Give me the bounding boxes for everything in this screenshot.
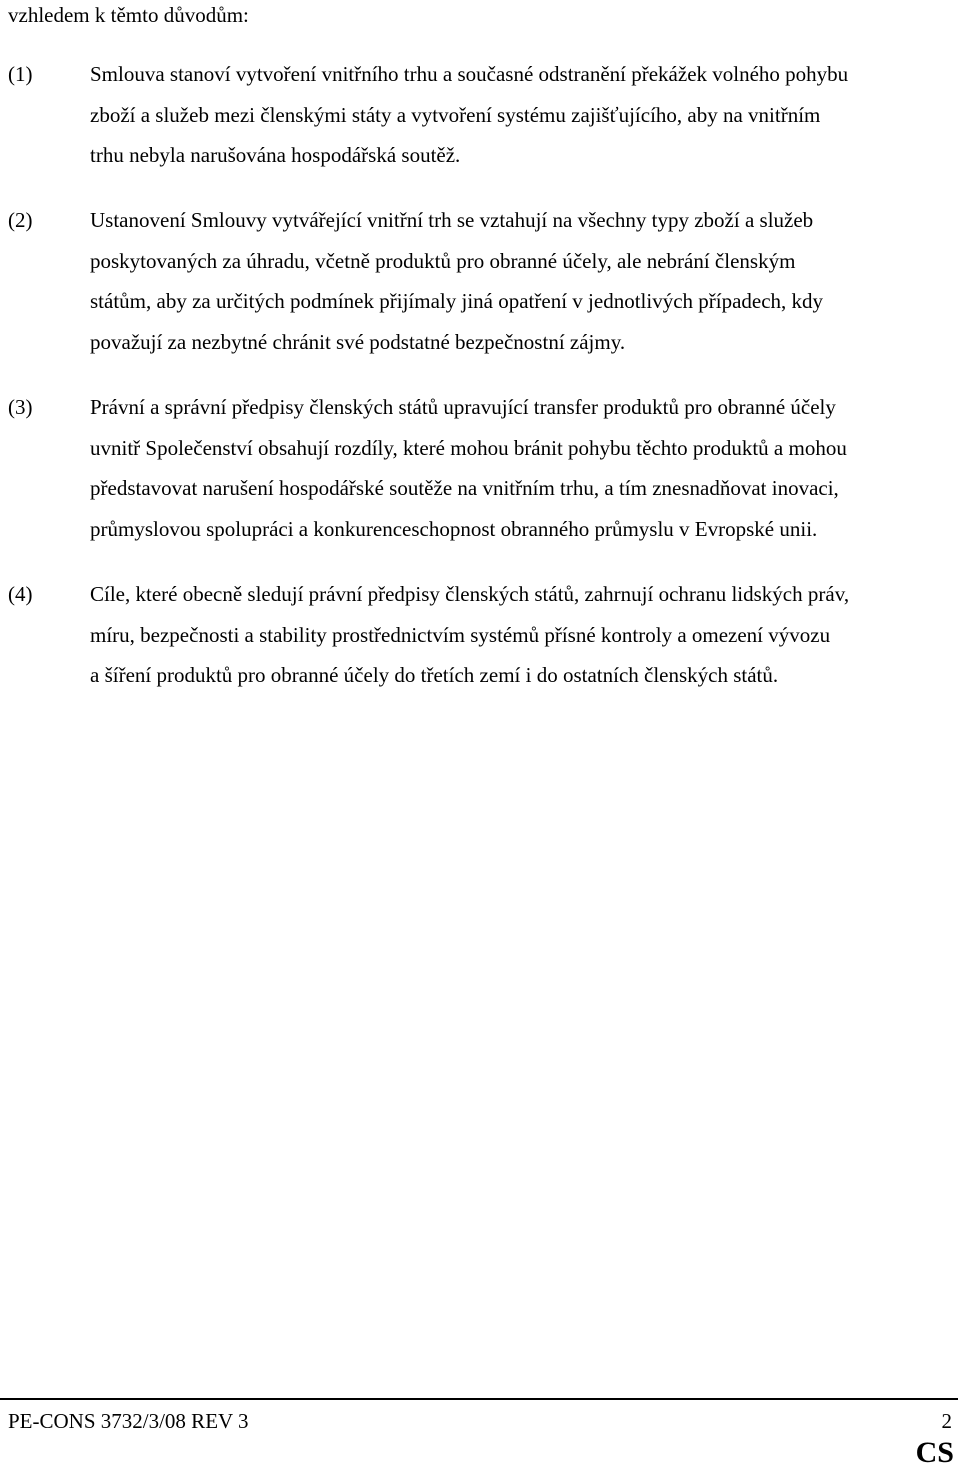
footer-language-code: CS bbox=[915, 1436, 954, 1469]
recital-text bbox=[90, 574, 952, 696]
recital-number: (1) bbox=[8, 62, 33, 86]
recital-line: a šíření produktů pro obranné účely do třetích zemí i do ostatních členských států. bbox=[90, 663, 779, 688]
recital-3 bbox=[8, 387, 952, 551]
recital-2 bbox=[8, 200, 952, 364]
recital-line: uvnitř Společenství obsahují rozdíly, které mohou bránit pohybu těchto produktů a mohou bbox=[90, 435, 847, 460]
footer-divider bbox=[0, 1398, 958, 1400]
footer-document-reference: PE-CONS 3732/3/08 REV 3 bbox=[8, 1409, 249, 1433]
recital-text bbox=[90, 200, 952, 363]
recital-4 bbox=[8, 574, 952, 698]
recital-line: Smlouva stanoví vytvoření vnitřního trhu a současné odstranění překážek volného pohybu bbox=[90, 62, 849, 86]
recital-line: považují za nezbytné chránit své podstatné bezpečnostní zájmy. bbox=[90, 330, 626, 355]
recital-number: (4) bbox=[8, 582, 33, 606]
recital-line: státům, aby za určitých podmínek přijímaly jiná opatření v jednotlivých případech, kdy bbox=[90, 289, 824, 314]
recital-line: poskytovaných za úhradu, včetně produktů pro obranné účely, ale nebrání členským bbox=[90, 248, 796, 273]
recital-text bbox=[90, 54, 952, 176]
recital-line: Ustanovení Smlouvy vytvářející vnitřní trh se vztahují na všechny typy zboží a služeb bbox=[90, 208, 814, 232]
recital-line: průmyslovou spolupráci a konkurenceschopnost obranného průmyslu v Evropské unii. bbox=[90, 517, 818, 542]
intro-heading: vzhledem k těmto důvodům: bbox=[8, 3, 249, 27]
recital-text bbox=[90, 387, 952, 550]
recital-line: Cíle, které obecně sledují právní předpisy členských států, zahrnují ochranu lidských práv, bbox=[90, 582, 850, 606]
recital-line: zboží a služeb mezi členskými státy a vytvoření systému zajišťujícího, aby na vnitřním bbox=[90, 102, 821, 127]
recital-number: (3) bbox=[8, 395, 33, 419]
recital-1 bbox=[8, 54, 952, 178]
recital-line: představovat narušení hospodářské soutěže na vnitřním trhu, a tím znesnadňovat inovaci, bbox=[90, 476, 839, 501]
recital-line: míru, bezpečnosti a stability prostřednictvím systémů přísné kontroly a omezení vývozu bbox=[90, 622, 831, 647]
recital-line: trhu nebyla narušována hospodářská soutěž. bbox=[90, 143, 461, 168]
footer-page-number: 2 bbox=[941, 1409, 952, 1433]
recital-number: (2) bbox=[8, 208, 33, 232]
recital-line: Právní a správní předpisy členských států upravující transfer produktů pro obranné účely bbox=[90, 395, 836, 419]
